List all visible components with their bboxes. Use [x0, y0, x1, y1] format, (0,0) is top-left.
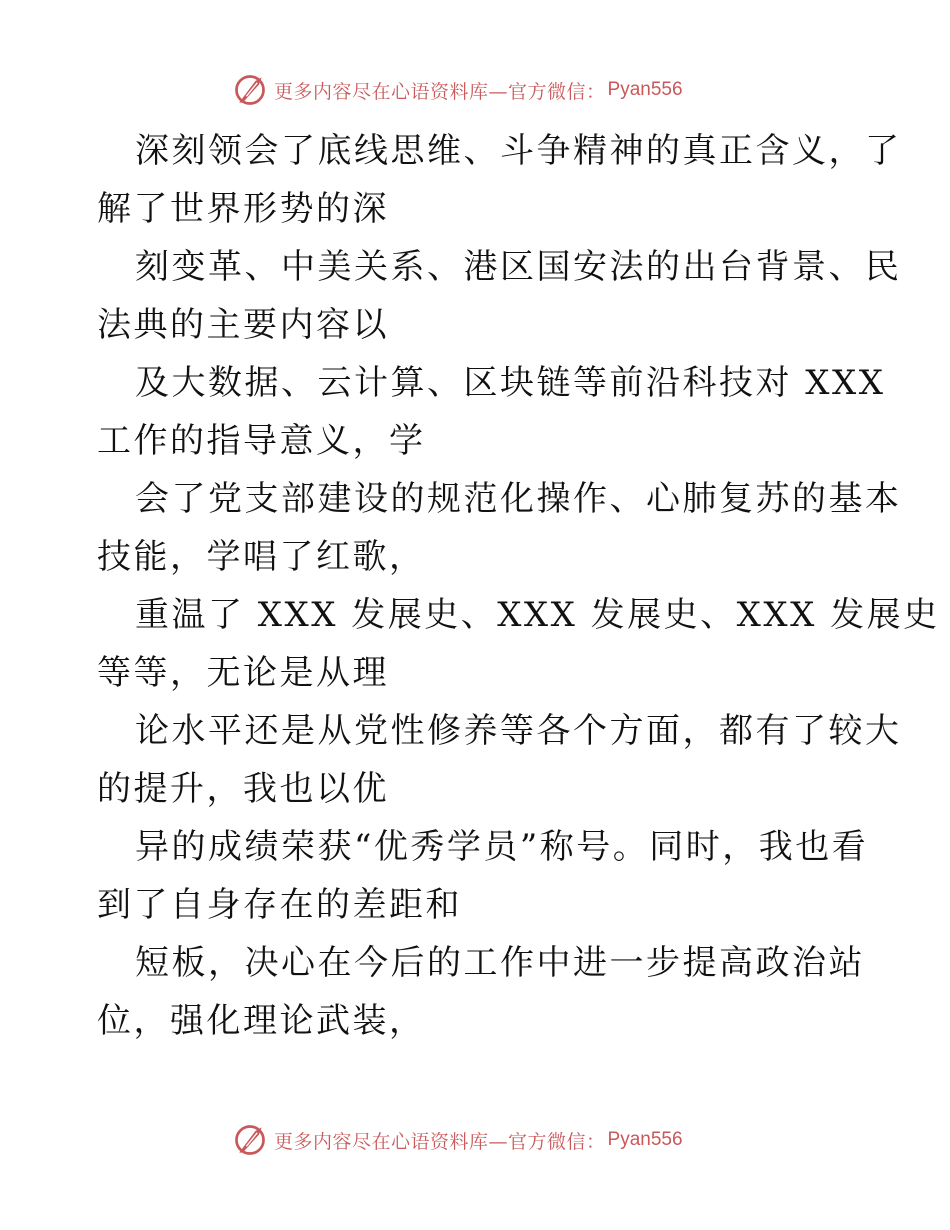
watermark-text: 更多内容尽在心语资料库—官方微信： [274, 1130, 606, 1153]
text-line: 异的成绩荣获“优秀学员”称号。同时，我也看 [135, 827, 869, 867]
text-line: 解了世界形势的深 [97, 189, 389, 229]
watermark-wechat-id: Pyan556 [607, 79, 683, 100]
text-line: 深刻领会了底线思维、斗争精神的真正含义，了 [135, 131, 902, 171]
text-line: 等等，无论是从理 [97, 653, 389, 693]
text-line: 位，强化理论武装， [97, 1001, 426, 1041]
text-line: 工作的指导意义，学 [97, 421, 426, 461]
text-line: 法典的主要内容以 [97, 305, 389, 345]
document-body [97, 122, 940, 1050]
text-line: 短板，决心在今后的工作中进一步提高政治站 [135, 943, 865, 983]
text-line: 及大数据、云计算、区块链等前沿科技对 XXX [135, 363, 886, 403]
text-line: 刻变革、中美关系、港区国安法的出台背景、民 [135, 247, 902, 287]
footer-watermark [232, 1120, 683, 1160]
header-watermark [232, 70, 683, 110]
quill-logo-icon [232, 1122, 268, 1158]
quill-logo-icon [232, 72, 268, 108]
text-line: 的提升，我也以优 [97, 769, 389, 809]
text-line: 技能，学唱了红歌， [97, 537, 426, 577]
text-line: 会了党支部建设的规范化操作、心肺复苏的基本 [135, 479, 902, 519]
text-line: 重温了 XXX 发展史、XXX 发展史、XXX 发展史 [135, 595, 940, 635]
text-line: 论水平还是从党性修养等各个方面，都有了较大 [135, 711, 902, 751]
watermark-text: 更多内容尽在心语资料库—官方微信： [274, 80, 606, 103]
watermark-wechat-id: Pyan556 [607, 1129, 683, 1150]
text-line: 到了自身存在的差距和 [97, 885, 462, 925]
